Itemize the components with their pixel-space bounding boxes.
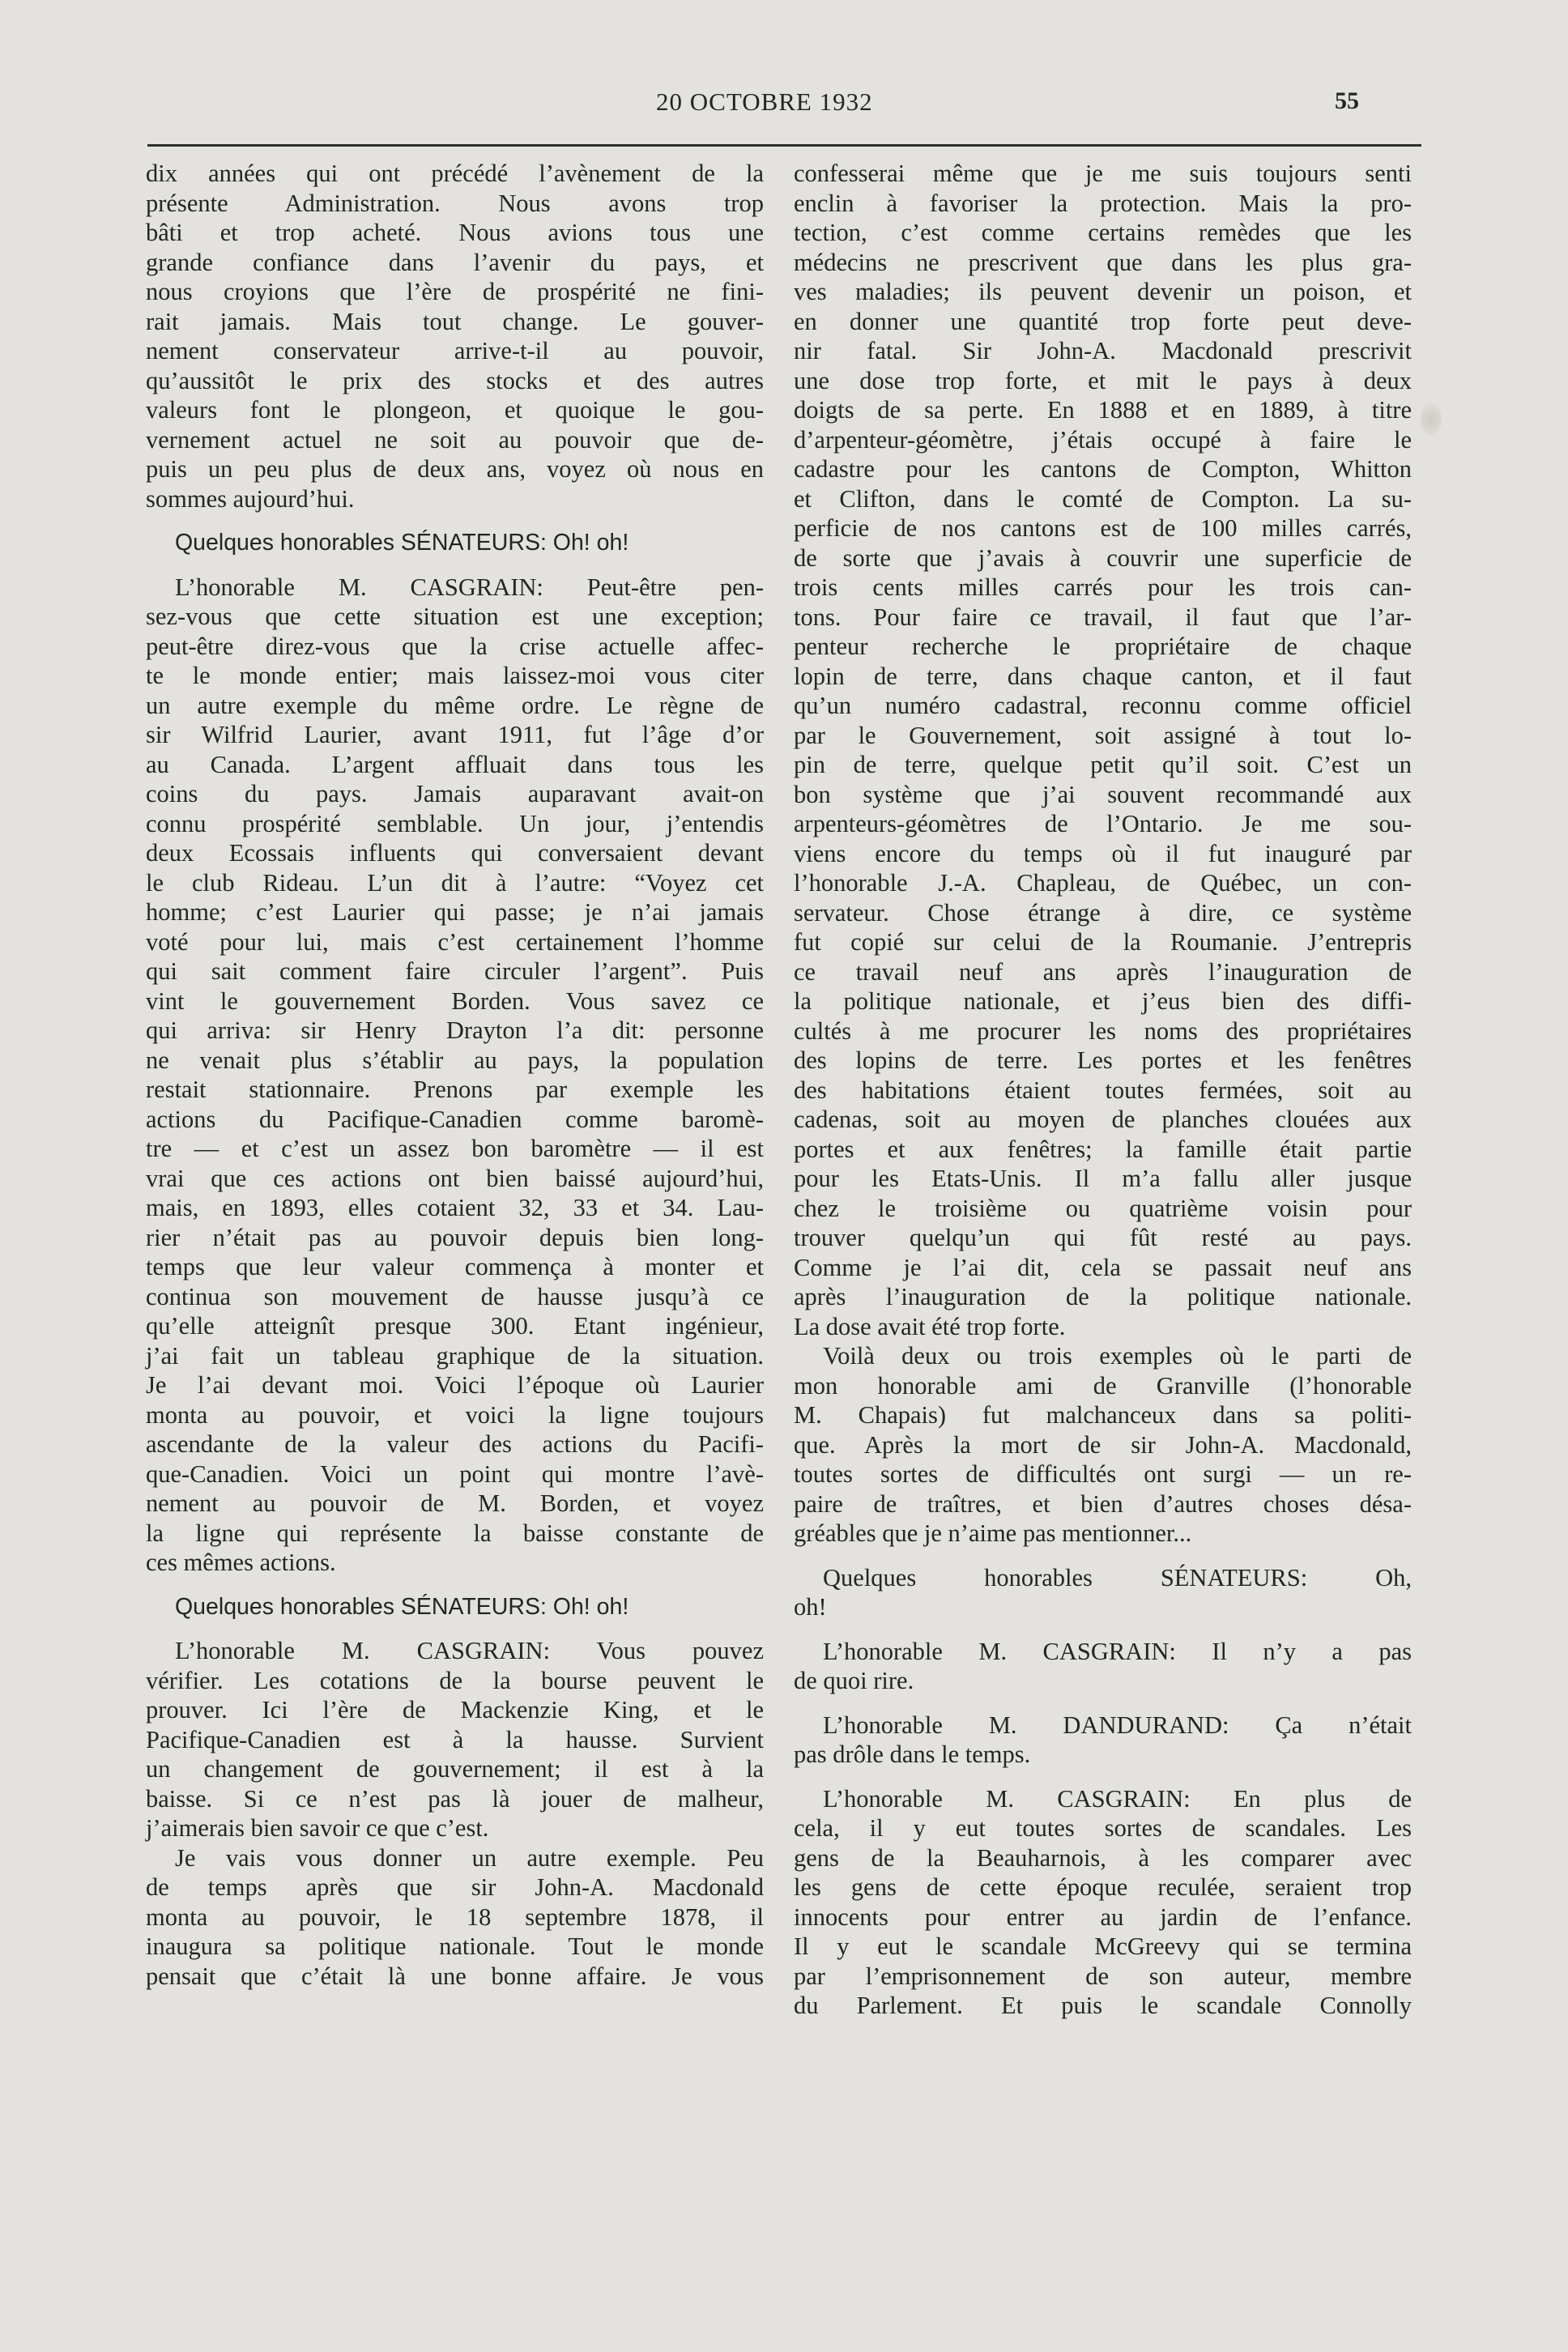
- paragraph-gap: [794, 1622, 1412, 1637]
- text-line: de sorte que j’avais à couvrir une superficie de: [794, 543, 1412, 572]
- text-line: qu’aussitôt le prix des stocks et des autres: [146, 366, 764, 394]
- text-line: La dose avait été trop forte.: [794, 1312, 1066, 1340]
- text-line: portes et aux fenêtres; la famille était partie: [794, 1135, 1412, 1163]
- text-line: arpenteurs-géomètres de l’Ontario. Je me sou-: [794, 810, 1412, 837]
- text-line: penteur recherche le propriétaire de chaque: [794, 633, 1412, 660]
- text-line: en donner une quantité trop forte peut deve-: [794, 307, 1412, 335]
- paragraph-gap: [146, 1578, 764, 1592]
- text-line: voté pour lui, mais c’est certainement l’homme: [146, 927, 764, 956]
- text-line: un autre exemple du même ordre. Le règne de: [146, 691, 764, 719]
- text-line: les gens de cette époque reculée, seraient trop: [794, 1873, 1412, 1901]
- text-line: tection, c’est comme certains remèdes que les: [794, 219, 1412, 246]
- paper-stain: [1421, 403, 1442, 436]
- speaker-line: L’honorable M. CASGRAIN: Vous pouvez: [175, 1637, 764, 1664]
- text-line: le club Rideau. L’un dit à l’autre: “Voyez cet: [146, 868, 764, 897]
- text-line: pensait que c’était là une bonne affaire. Je vous: [146, 1962, 764, 1990]
- text-line: la politique nationale, et j’eus bien des diffi-: [794, 987, 1412, 1015]
- text-line: deux Ecossais influents qui conversaient devant: [146, 839, 764, 867]
- text-line: temps que leur valeur commença à monter et: [146, 1253, 764, 1280]
- text-line: une dose trop forte, et mit le pays à deux: [794, 366, 1412, 394]
- text-line: qui arriva: sir Henry Drayton l’a dit: personne: [146, 1016, 764, 1044]
- text-line: homme; c’est Laurier qui passe; je n’ai jamais: [146, 898, 764, 926]
- text-line: au Canada. L’argent affluait dans tous les: [146, 750, 764, 778]
- text-line: que. Après la mort de sir John-A. Macdonald,: [794, 1430, 1412, 1459]
- speaker-line: L’honorable M. CASGRAIN: En plus de: [823, 1784, 1412, 1813]
- text-line: cadastre pour les cantons de Compton, Whitton: [794, 455, 1412, 483]
- text-line: ces mêmes actions.: [146, 1549, 336, 1576]
- left-column: [146, 159, 764, 1991]
- text-line: inaugura sa politique nationale. Tout le monde: [146, 1932, 764, 1960]
- text-line: trouver quelqu’un qui fût resté au pays.: [794, 1224, 1412, 1251]
- text-line: cadenas, soit au moyen de planches clouées aux: [794, 1106, 1412, 1133]
- text-line: pas drôle dans le temps.: [794, 1741, 1031, 1768]
- text-line: du Parlement. Et puis le scandale Connolly: [794, 1992, 1412, 2019]
- text-line: des habitations étaient toutes fermées, soit au: [794, 1076, 1412, 1104]
- text-line: et Clifton, dans le comté de Compton. La su-: [794, 484, 1412, 513]
- text-line: des lopins de terre. Les portes et les fenêtres: [794, 1046, 1412, 1074]
- text-line: confesserai même que je me suis toujours senti: [794, 160, 1412, 187]
- text-line: mon honorable ami de Granville (l’honorable: [794, 1371, 1412, 1400]
- text-line: ce travail neuf ans après l’inauguration de: [794, 957, 1412, 986]
- text-line: nement conservateur arrive-t-il au pouvoir,: [146, 337, 764, 364]
- text-line: prouver. Ici l’ère de Mackenzie King, et le: [146, 1696, 764, 1724]
- text-line: servateur. Chose étrange à dire, ce système: [794, 898, 1412, 927]
- text-line: qu’elle atteignît presque 300. Etant ingénieur,: [146, 1312, 764, 1340]
- text-line: par l’emprisonnement de son auteur, membre: [794, 1962, 1412, 1990]
- text-line: baisse. Si ce n’est pas là jouer de malheur,: [146, 1784, 764, 1813]
- speaker-line: L’honorable M. CASGRAIN: Il n’y a pas: [823, 1637, 1412, 1665]
- text-line: tons. Pour faire ce travail, il faut que l’ar-: [794, 603, 1412, 631]
- paragraph-gap: [146, 1621, 764, 1636]
- text-line: nement au pouvoir de M. Borden, et voyez: [146, 1489, 764, 1517]
- text-line: qui sait comment faire circuler l’argent”. Puis: [146, 957, 764, 985]
- text-line: de temps après que sir John-A. Macdonald: [146, 1873, 764, 1901]
- text-line: oh!: [794, 1593, 827, 1621]
- text-line: l’honorable J.-A. Chapleau, de Québec, un con-: [794, 869, 1412, 897]
- text-line: la ligne qui représente la baisse constante de: [146, 1519, 764, 1547]
- text-line: peut-être direz-vous que la crise actuelle affec-: [146, 632, 764, 660]
- text-line: sez-vous que cette situation est une exception;: [146, 603, 764, 630]
- text-line: restait stationnaire. Prenons par exemple les: [146, 1076, 764, 1103]
- text-line: paire de traîtres, et bien d’autres choses désa-: [794, 1489, 1412, 1518]
- speaker-line: L’honorable M. DANDURAND: Ça n’était: [823, 1711, 1412, 1739]
- text-line: grande confiance dans l’avenir du pays, et: [146, 248, 764, 276]
- text-line: Il y eut le scandale McGreevy qui se termina: [794, 1932, 1412, 1960]
- text-line: chez le troisième ou quatrième voisin pour: [794, 1194, 1412, 1222]
- text-line: viens encore du temps où il fut inauguré par: [794, 839, 1412, 867]
- text-line: gens de la Beauharnois, à les comparer avec: [794, 1843, 1412, 1872]
- text-line: cultés à me procurer les noms des propriétaires: [794, 1016, 1412, 1045]
- speaker-interjection: Quelques honorables SÉNATEURS: Oh! oh!: [175, 1593, 629, 1620]
- text-line: bâti et trop acheté. Nous avions tous une: [146, 219, 764, 246]
- text-line: après l’inauguration de la politique nationale.: [794, 1283, 1412, 1310]
- text-line: puis un peu plus de deux ans, voyez où nous en: [146, 455, 764, 483]
- text-line: vrai que ces actions ont bien baissé aujourd’hui,: [146, 1164, 764, 1192]
- text-line: qu’un numéro cadastral, reconnu comme officiel: [794, 692, 1412, 719]
- text-line: vint le gouvernement Borden. Vous savez ce: [146, 986, 764, 1015]
- text-line: ascendante de la valeur des actions du Pacifi-: [146, 1430, 764, 1458]
- text-line: te le monde entier; mais laissez-moi vous citer: [146, 662, 764, 689]
- text-line: présente Administration. Nous avons trop: [146, 189, 764, 217]
- speaker-interjection: Quelques honorables SÉNATEURS: Oh,: [823, 1563, 1412, 1591]
- text-line: pour les Etats-Unis. Il m’a fallu aller jusque: [794, 1165, 1412, 1192]
- speaker-interjection: Quelques honorables SÉNATEURS: Oh! oh!: [175, 530, 629, 556]
- text-line: Pacifique-Canadien est à la hausse. Survient: [146, 1725, 764, 1753]
- text-line: par le Gouvernement, soit assigné à tout lo-: [794, 721, 1412, 749]
- paragraph-start: Je vais vous donner un autre exemple. Peu: [175, 1843, 764, 1872]
- text-line: continua son mouvement de hausse jusqu’à ce: [146, 1282, 764, 1310]
- text-line: rait jamais. Mais tout change. Le gouver-: [146, 307, 764, 335]
- text-line: vernement actuel ne soit au pouvoir que de-: [146, 425, 764, 454]
- page-date: 20 OCTOBRE 1932: [656, 87, 873, 116]
- paragraph-start: Voilà deux ou trois exemples où le parti de: [823, 1342, 1412, 1370]
- text-line: trois cents milles carrés pour les trois can-: [794, 573, 1412, 601]
- text-line: médecins ne prescrivent que dans les plus gra-: [794, 248, 1412, 276]
- text-line: j’ai fait un tableau graphique de la situation.: [146, 1341, 764, 1370]
- paragraph-gap: [794, 1770, 1412, 1784]
- text-line: que-Canadien. Voici un point qui montre l’avè-: [146, 1459, 764, 1488]
- text-line: nous croyions que l’ère de prospérité ne fini-: [146, 278, 764, 305]
- paragraph-gap: [794, 1696, 1412, 1711]
- paragraph-gap: [146, 558, 764, 573]
- text-line: Comme je l’ai dit, cela se passait neuf ans: [794, 1253, 1412, 1281]
- text-line: fut copié sur celui de la Roumanie. J’entrepris: [794, 928, 1412, 956]
- paragraph-gap: [146, 513, 764, 528]
- text-line: nir fatal. Sir John-A. Macdonald prescrivit: [794, 337, 1412, 364]
- text-line: ne venait plus s’établir au pays, la population: [146, 1046, 764, 1074]
- text-line: ves maladies; ils peuvent devenir un poison, et: [794, 278, 1412, 305]
- text-line: coins du pays. Jamais auparavant avait-on: [146, 780, 764, 807]
- text-line: de quoi rire.: [794, 1667, 914, 1694]
- text-line: doigts de sa perte. En 1888 et en 1889, à titre: [794, 396, 1412, 424]
- text-line: monta au pouvoir, le 18 septembre 1878, il: [146, 1902, 764, 1931]
- text-line: j’aimerais bien savoir ce que c’est.: [146, 1814, 489, 1842]
- text-line: actions du Pacifique-Canadien comme baromè-: [146, 1105, 764, 1133]
- text-line: mais, en 1893, elles cotaient 32, 33 et 34. Lau-: [146, 1194, 764, 1221]
- text-line: Je l’ai devant moi. Voici l’époque où Laurier: [146, 1371, 764, 1399]
- text-line: un changement de gouvernement; il est à la: [146, 1755, 764, 1783]
- text-line: sommes aujourd’hui.: [146, 484, 355, 513]
- text-line: innocents pour entrer au jardin de l’enfance.: [794, 1902, 1412, 1931]
- paragraph-gap: [794, 1549, 1412, 1563]
- text-line: sir Wilfrid Laurier, avant 1911, fut l’âge d’or: [146, 721, 764, 748]
- text-line: valeurs font le plongeon, et quoique le gou-: [146, 396, 764, 424]
- page-number: 55: [1335, 87, 1359, 114]
- text-line: M. Chapais) fut malchanceux dans sa politi-: [794, 1401, 1412, 1429]
- text-line: perficie de nos cantons est de 100 milles carrés,: [794, 514, 1412, 542]
- text-line: enclin à favoriser la protection. Mais la pro-: [794, 189, 1412, 217]
- right-column: [794, 159, 1412, 2021]
- text-line: d’arpenteur-géomètre, j’étais occupé à faire le: [794, 425, 1412, 454]
- text-line: dix années qui ont précédé l’avènement de la: [146, 160, 764, 187]
- text-line: vérifier. Les cotations de la bourse peuvent le: [146, 1666, 764, 1694]
- text-line: pin de terre, quelque petit qu’il soit. C’est un: [794, 751, 1412, 778]
- text-line: bon système que j’ai souvent recommandé aux: [794, 780, 1412, 808]
- header-rule: [147, 144, 1421, 147]
- text-line: lopin de terre, dans chaque canton, et il faut: [794, 662, 1412, 690]
- text-line: toutes sortes de difficultés ont surgi — un re-: [794, 1460, 1412, 1488]
- text-line: rier n’était pas au pouvoir depuis bien long-: [146, 1223, 764, 1251]
- text-line: connu prospérité semblable. Un jour, j’entendis: [146, 809, 764, 837]
- text-line: gréables que je n’aime pas mentionner...: [794, 1519, 1192, 1547]
- text-line: cela, il y eut toutes sortes de scandales. Les: [794, 1814, 1412, 1842]
- page-header: [0, 87, 1568, 120]
- speaker-line: L’honorable M. CASGRAIN: Peut-être pen-: [175, 573, 764, 601]
- text-line: tre — et c’est un assez bon baromètre — il est: [146, 1135, 764, 1162]
- text-line: monta au pouvoir, et voici la ligne toujours: [146, 1400, 764, 1429]
